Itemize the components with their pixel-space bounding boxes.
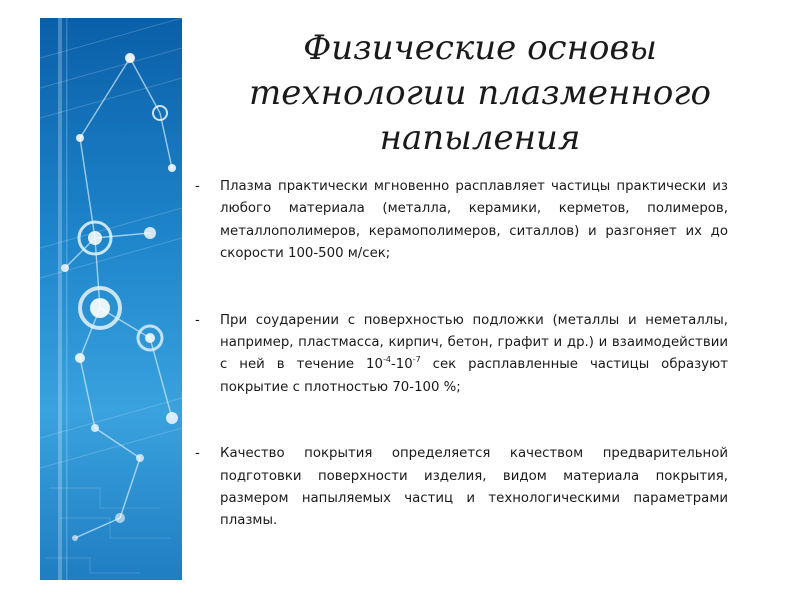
bullet-text-part: При соударении с поверхностью подложки (металлы и неметаллы, например, пластмасса, кирпич, бетон, графит и др.) и взаимодействии с ней в течение 10 [220, 312, 728, 373]
molecule-network-graphic [40, 18, 182, 580]
title-line-1: Физические основы [303, 28, 657, 68]
list-item [195, 176, 728, 266]
list-item [195, 443, 728, 533]
bullet-dash: - [195, 179, 200, 194]
bullet-dash: - [195, 312, 200, 328]
decorative-network-panel [40, 18, 182, 580]
exponent: -7 [412, 355, 421, 365]
title-line-2: технологии плазменного [249, 73, 711, 113]
exponent: -4 [382, 355, 391, 365]
title-line-3: напыления [379, 118, 581, 158]
bullet-text: Качество покрытия определяется качеством предварительной подготовки поверхности изделия, видом материала покрытия, размером напыляемых частиц и технологическими параметрами плазмы. [220, 446, 728, 529]
bullet-list [195, 176, 728, 533]
page-title [200, 26, 760, 161]
bullet-dash: - [195, 446, 200, 462]
bullet-text-part: -10 [390, 357, 413, 373]
bullet-text [220, 313, 728, 395]
bullet-text: Плазма практически мгновенно расплавляет частицы практически из любого материала (металла, керамики, керметов, полимеров, металлополимеров, керамополимеров, ситаллов) и разгоняет их до скорости 100-500 м/сек; [220, 179, 728, 262]
list-item [195, 310, 728, 400]
bullet-text-part: сек расплавленные частицы образуют покрытие с плотностью 70-100 %; [220, 357, 728, 395]
